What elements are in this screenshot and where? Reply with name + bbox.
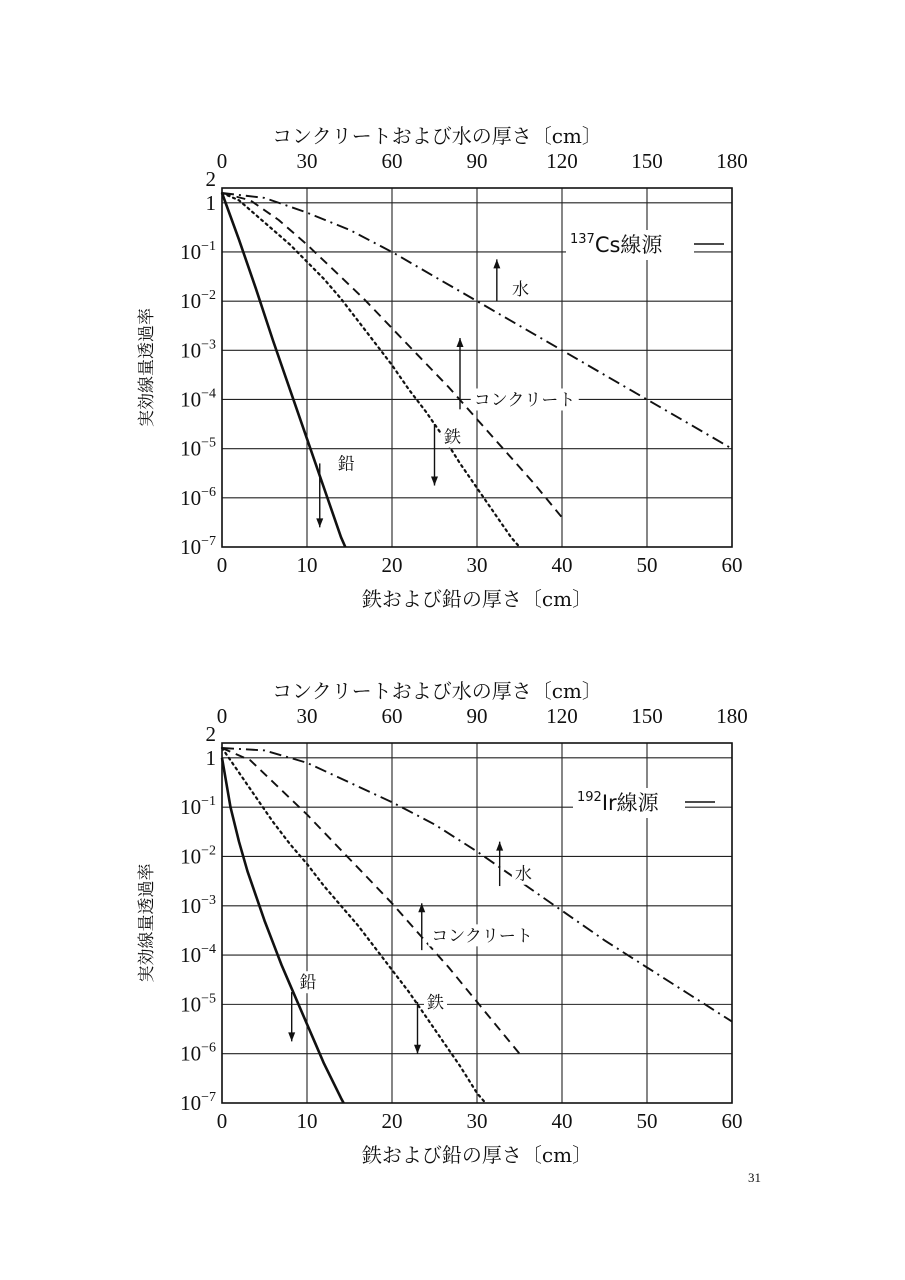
y-tick-base: 10 (180, 893, 202, 918)
x-tick-label-bottom: 60 (721, 553, 743, 577)
y-tick-base: 10 (180, 387, 202, 412)
x-tick-label-top: 120 (546, 704, 578, 728)
y-tick-exponent: −1 (201, 794, 216, 810)
annotation-arrow-head (288, 1032, 295, 1041)
x-tick-label-top: 180 (716, 704, 748, 728)
annotation-label: コンクリート (431, 926, 533, 947)
y-tick-base: 10 (180, 844, 202, 869)
x-tick-label-top: 150 (631, 149, 663, 173)
x-axis-title-top: コンクリートおよび水の厚さ〔cm〕 (272, 679, 602, 703)
chart-ir192 (137, 679, 748, 1167)
x-axis-title-top: コンクリートおよび水の厚さ〔cm〕 (272, 124, 602, 148)
y-tick-exponent: −5 (201, 435, 216, 451)
y-tick-base: 10 (180, 535, 202, 559)
source-label-nuclide: Cs線源 (594, 233, 663, 257)
x-tick-label-bottom: 40 (551, 553, 573, 577)
y-tick-base: 10 (180, 485, 202, 510)
annotation-arrow-head (418, 903, 425, 912)
series-line-solid (222, 758, 344, 1103)
y-tick-base: 10 (180, 338, 202, 363)
x-axis-title-bottom: 鉄および鉛の厚さ〔cm〕 (361, 587, 593, 611)
annotation-arrow-head (414, 1045, 421, 1054)
x-tick-label-bottom: 10 (296, 553, 318, 577)
source-label-mass-number: 137 (570, 232, 595, 247)
y-tick-exponent: −2 (201, 843, 216, 859)
x-axis-title-bottom: 鉄および鉛の厚さ〔cm〕 (361, 1143, 593, 1167)
x-tick-label-bottom: 20 (381, 1109, 403, 1133)
y-tick-label (180, 239, 216, 264)
y-tick-label (180, 288, 216, 313)
x-tick-label-top: 60 (381, 704, 403, 728)
y-tick-label (180, 843, 216, 868)
annotation-arrow-head (316, 518, 323, 527)
y-tick-label (180, 485, 216, 510)
x-tick-label-bottom: 30 (466, 553, 488, 577)
x-tick-label-top: 0 (216, 704, 228, 728)
x-tick-label-top: 30 (296, 149, 318, 173)
y-tick-label (180, 991, 216, 1016)
series-line-dotted (222, 193, 520, 547)
page-number: 31 (748, 1170, 761, 1185)
x-tick-label-bottom: 50 (636, 553, 658, 577)
annotation-arrow-head (493, 259, 500, 268)
y-tick-exponent: −7 (201, 534, 216, 549)
x-tick-label-bottom: 0 (216, 553, 228, 577)
y-tick-label (180, 534, 216, 559)
x-tick-label-bottom: 30 (466, 1109, 488, 1133)
y-tick-label (180, 942, 216, 967)
y-tick-base: 10 (180, 436, 202, 461)
y-tick-label (206, 167, 217, 191)
annotation-arrow-head (496, 842, 503, 851)
y-tick-base: 1 (205, 190, 216, 215)
annotation-label: 水 (514, 864, 532, 885)
series-line-dashed (222, 748, 520, 1054)
y-tick-base: 10 (180, 1091, 202, 1115)
x-tick-label-bottom: 40 (551, 1109, 573, 1133)
x-tick-label-top: 180 (716, 149, 748, 173)
x-tick-label-top: 60 (381, 149, 403, 173)
y-tick-base: 10 (180, 992, 202, 1017)
x-tick-label-bottom: 0 (216, 1109, 228, 1133)
x-tick-label-top: 0 (216, 149, 228, 173)
x-tick-label-top: 90 (466, 149, 488, 173)
x-tick-label-top: 90 (466, 704, 488, 728)
y-tick-exponent: −7 (201, 1090, 216, 1105)
y-tick-exponent: −6 (201, 1040, 216, 1056)
y-tick-label (180, 386, 216, 411)
y-tick-exponent: −4 (201, 942, 216, 958)
y-tick-base: 2 (205, 167, 216, 191)
annotation-arrow-head (457, 338, 464, 347)
y-tick-base: 10 (180, 943, 202, 968)
x-tick-label-bottom: 20 (381, 553, 403, 577)
series-line-solid (222, 193, 345, 547)
chart-cs137 (137, 124, 748, 611)
y-tick-exponent: −4 (201, 386, 216, 402)
y-axis-title: 実効線量透過率 (137, 863, 157, 983)
x-tick-label-top: 120 (546, 149, 578, 173)
y-tick-label (180, 337, 216, 362)
source-label-nuclide: Ir線源 (601, 791, 659, 815)
annotation-label: コンクリート (473, 390, 576, 411)
x-tick-label-top: 30 (296, 704, 318, 728)
y-tick-exponent: −1 (201, 238, 216, 254)
source-label-mass-number: 192 (577, 790, 602, 805)
y-tick-label (206, 191, 217, 215)
y-tick-exponent: −3 (201, 337, 216, 353)
annotation-label: 鉄 (427, 992, 444, 1013)
x-tick-label-top: 150 (631, 704, 663, 728)
y-tick-exponent: −5 (201, 991, 216, 1007)
y-tick-base: 10 (180, 289, 202, 314)
y-tick-label (206, 722, 217, 746)
y-tick-base: 1 (205, 745, 216, 770)
y-tick-label (180, 1041, 216, 1066)
y-tick-label (180, 1090, 216, 1115)
x-tick-label-bottom: 60 (721, 1109, 743, 1133)
annotation-arrow-head (431, 477, 438, 486)
annotation-label: 鉛 (299, 973, 317, 994)
x-tick-label-bottom: 10 (296, 1109, 318, 1133)
y-tick-label (180, 436, 216, 461)
annotation-label: 鉄 (444, 427, 461, 448)
y-tick-label (180, 893, 216, 918)
y-tick-base: 10 (180, 795, 202, 820)
y-tick-label (180, 794, 216, 819)
y-tick-exponent: −6 (201, 484, 216, 500)
y-tick-base: 2 (205, 722, 216, 746)
y-axis-title: 実効線量透過率 (137, 308, 157, 427)
annotation-label: 鉛 (337, 454, 355, 475)
y-tick-exponent: −2 (201, 288, 216, 304)
y-tick-label (206, 746, 217, 770)
y-tick-exponent: −3 (201, 892, 216, 908)
x-tick-label-bottom: 50 (636, 1109, 658, 1133)
annotation-label: 水 (512, 279, 529, 300)
y-tick-base: 10 (180, 1041, 202, 1066)
y-tick-base: 10 (180, 239, 202, 264)
